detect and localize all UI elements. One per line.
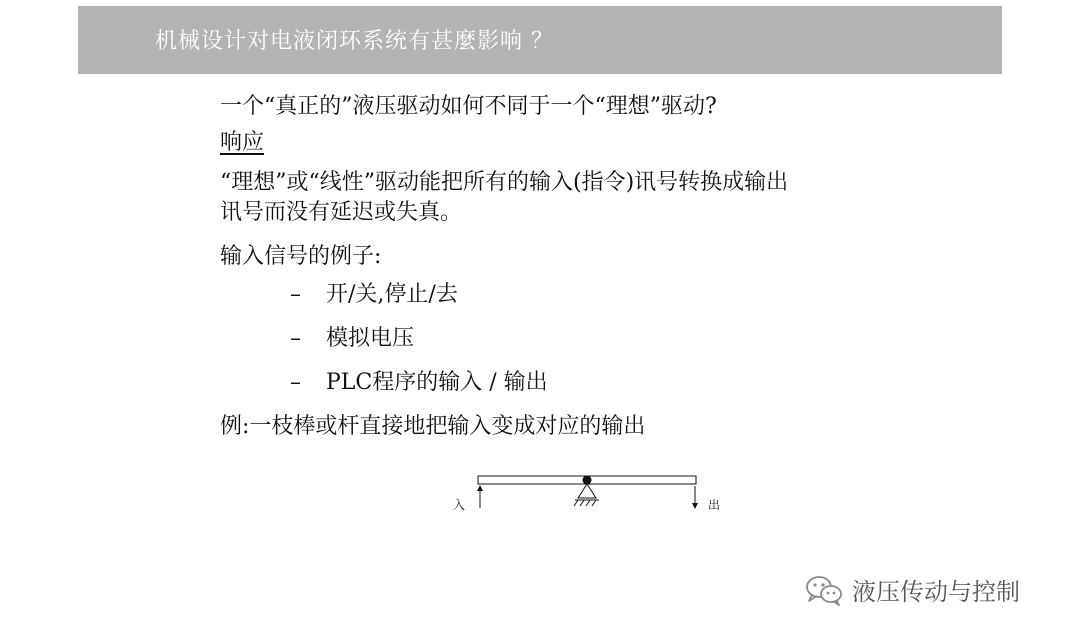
example-line: 例:一枝棒或杆直接地把输入变成对应的输出 [220,414,646,439]
bullet-text: 开/关,停止/去 [326,282,458,307]
output-label: 出 [708,498,721,512]
wechat-icon [804,573,844,607]
input-label: 入 [453,498,466,512]
list-item [290,280,980,310]
bullet-dash: – [290,370,301,395]
definition-line: 讯号而没有延迟或失真。 [220,200,463,225]
question-text: 一个“真正的”液压驱动如何不同于一个“理想”驱动? [220,94,717,119]
bullet-text: PLC程序的输入 / 输出 [326,370,548,395]
slide-body [220,92,980,442]
ground-hatch [580,500,584,506]
output-arrow-head [692,503,698,509]
page-title: 机械设计对电液闭环系统有甚麼影响 ？ [155,29,554,54]
pivot-triangle [578,484,596,498]
list-item [290,368,980,398]
ground-hatch [592,500,596,506]
definition-line: “理想”或“线性”驱动能把所有的输入(指令)讯号转换成输出 [220,170,789,195]
definition-paragraph [220,168,980,228]
bullet-text: 模拟电压 [326,326,415,351]
bullet-dash: – [290,326,301,351]
input-arrow-head [477,485,483,491]
watermark-text: 液压传动与控制 [852,578,1020,606]
lever-diagram [440,470,740,520]
lever-svg [440,470,740,520]
ground-hatch [586,500,590,506]
response-heading: 响应 [220,130,265,155]
bullet-dash: – [290,282,301,307]
examples-heading: 输入信号的例子: [220,244,382,269]
watermark [804,572,1020,607]
list-item [290,324,980,354]
ground-hatch [574,500,578,506]
